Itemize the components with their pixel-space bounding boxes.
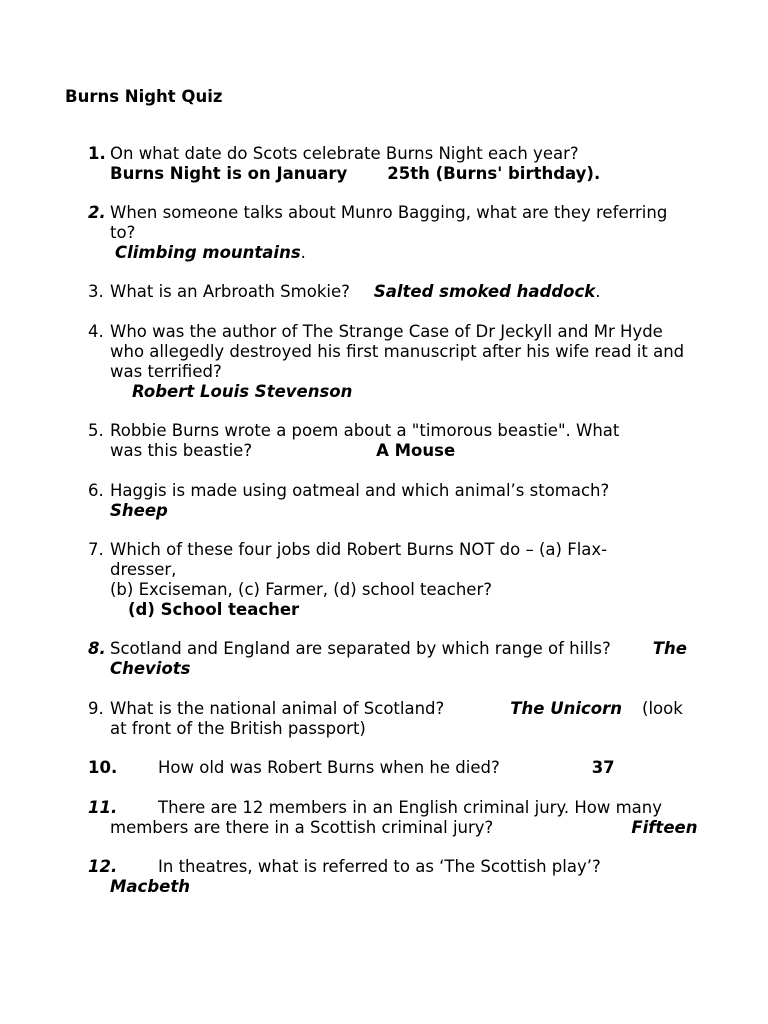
question-number: 1. [88, 144, 106, 163]
question-text: In theatres, what is referred to as ‘The Scottish play’? [158, 857, 601, 876]
question-number: 8. [88, 639, 106, 658]
question-number: 4. [88, 322, 104, 341]
question-text-continued: members are there in a Scottish criminal jury? [110, 818, 494, 837]
question-number: 9. [88, 699, 104, 718]
answer-text-continued: 25th (Burns' birthday). [387, 164, 601, 183]
answer-text: 37 [591, 758, 615, 777]
question-text: dresser, [110, 560, 177, 579]
question-text: who allegedly destroyed his first manuscript after his wife read it and [110, 342, 685, 361]
question-text: was terrified? [110, 362, 222, 381]
question-10 [88, 758, 748, 778]
question-text: What is the national animal of Scotland? [110, 699, 445, 718]
answer-text: Macbeth [110, 877, 190, 896]
question-number: 12. [88, 857, 118, 876]
question-5 [88, 421, 748, 461]
question-text: Robbie Burns wrote a poem about a "timorous beastie". What [110, 421, 620, 440]
answer-text: The Unicorn [510, 699, 623, 718]
question-number: 11. [88, 798, 118, 817]
question-9 [88, 699, 748, 739]
question-1 [88, 144, 748, 184]
question-text: How old was Robert Burns when he died? [158, 758, 500, 777]
question-4 [88, 322, 748, 402]
question-12 [88, 857, 748, 897]
question-11 [88, 798, 748, 838]
question-text: On what date do Scots celebrate Burns Night each year? [110, 144, 579, 163]
question-2 [88, 203, 748, 263]
question-text: Which of these four jobs did Robert Burns NOT do – (a) Flax- [110, 540, 608, 559]
question-number: 2. [88, 203, 106, 222]
question-text: What is an Arbroath Smokie? [110, 282, 350, 301]
question-text: Scotland and England are separated by which range of hills? [110, 639, 611, 658]
answer-text: Burns Night is on January [110, 164, 348, 183]
question-number: 3. [88, 282, 104, 301]
question-number: 10. [88, 758, 118, 777]
answer-text: Salted smoked haddock [373, 282, 596, 301]
page-title: Burns Night Quiz [65, 87, 223, 106]
answer-text: Climbing mountains [115, 243, 301, 262]
question-3 [88, 282, 748, 302]
answer-text-continued: Cheviots [110, 659, 191, 678]
answer-suffix: . [595, 282, 601, 301]
question-number: 6. [88, 481, 104, 500]
answer-text: Fifteen [631, 818, 698, 837]
answer-note-continued: at front of the British passport) [110, 719, 366, 738]
question-8 [88, 639, 748, 679]
question-text: There are 12 members in an English criminal jury. How many [158, 798, 663, 817]
answer-text: The [652, 639, 687, 658]
question-text: Who was the author of The Strange Case of Dr Jeckyll and Mr Hyde [110, 322, 663, 341]
question-text: to? [110, 223, 136, 242]
question-text: When someone talks about Munro Bagging, what are they referring [110, 203, 668, 222]
answer-text: (d) School teacher [128, 600, 300, 619]
answer-note: (look [642, 699, 683, 718]
question-number: 5. [88, 421, 104, 440]
question-6 [88, 481, 748, 521]
answer-text: Robert Louis Stevenson [132, 382, 353, 401]
question-text: (b) Exciseman, (c) Farmer, (d) school teacher? [110, 580, 492, 599]
question-text: Haggis is made using oatmeal and which animal’s stomach? [110, 481, 610, 500]
question-number: 7. [88, 540, 104, 559]
answer-text: Sheep [110, 501, 168, 520]
question-7 [88, 540, 748, 620]
question-text-continued: was this beastie? [110, 441, 253, 460]
answer-suffix: . [300, 243, 306, 262]
answer-text: A Mouse [376, 441, 456, 460]
